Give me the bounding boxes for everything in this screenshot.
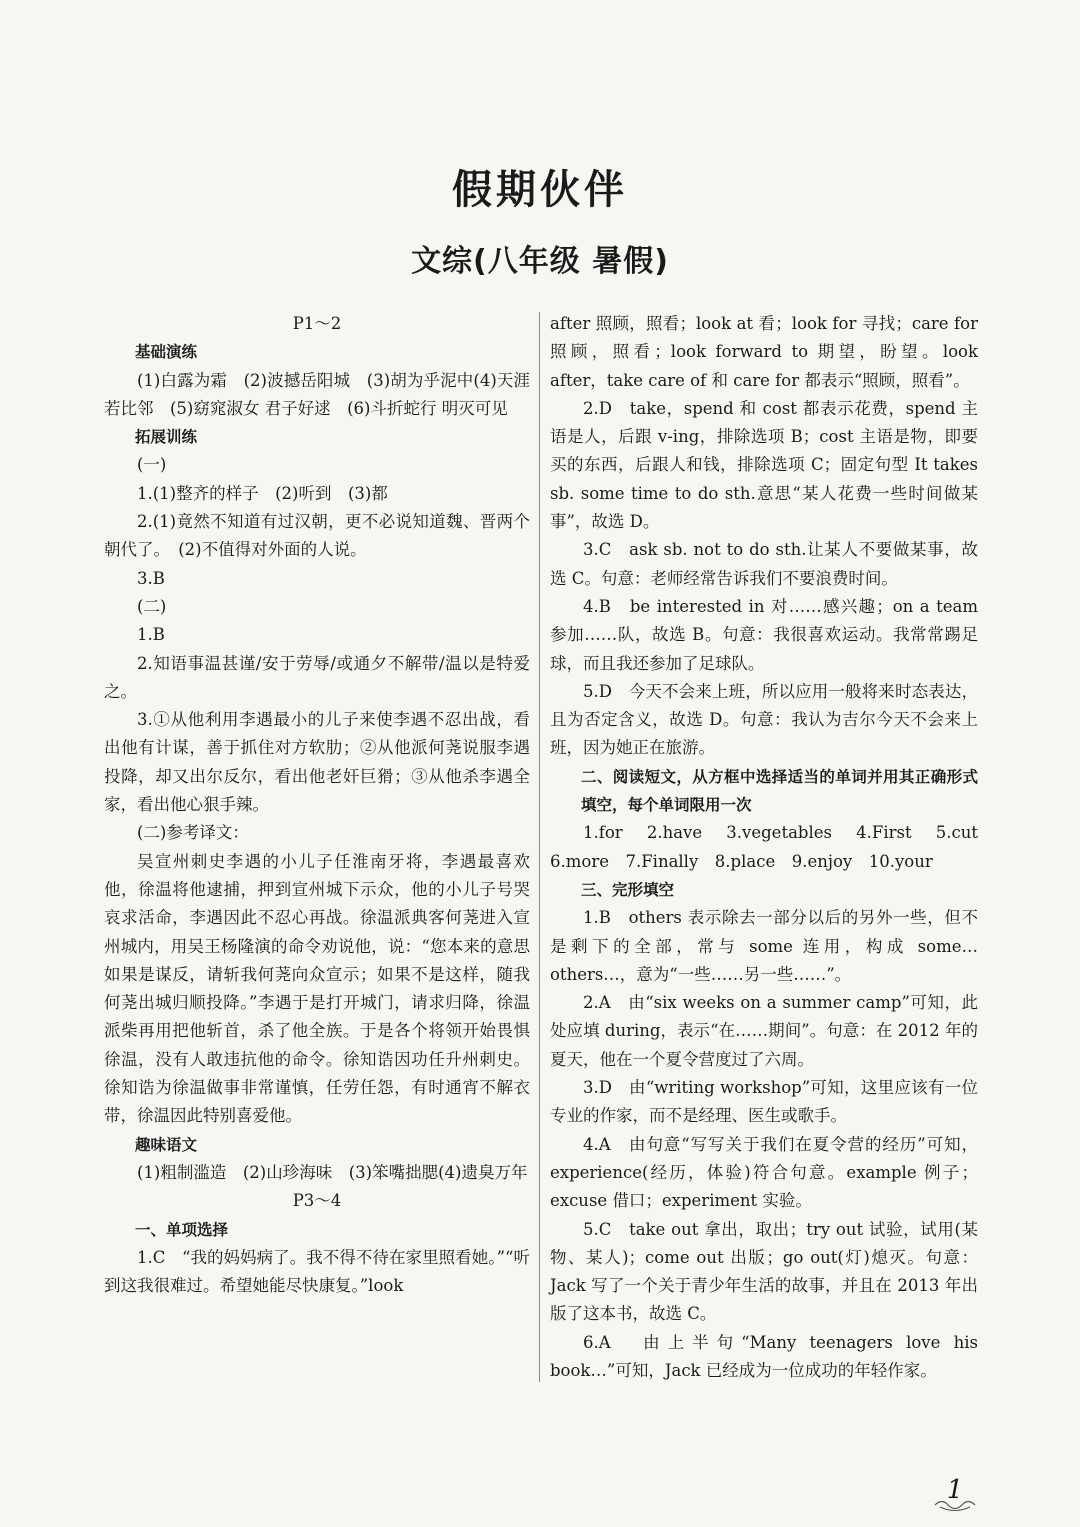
- answer-paragraph: P3～4: [292, 1191, 342, 1211]
- answer-paragraph: P1～2: [292, 314, 342, 333]
- answer-paragraph: 5.C take out 拿出，取出；try out 试验，试用(某物、某人)；come out 出版；go out(灯)熄灭。句意：Jack 写了一个关于青少年生活的故事，并且在 2013 年出版了这本书，故选 C。: [550, 1219, 978, 1324]
- answer-paragraph: 2.D take，spend 和 cost 都表示花费，spend 主语是人，后跟 v-ing，排除选项 B；cost 主语是物，即要买的东西，后跟人和钱，排除选项 C；固定句型 It takes sb. some time to do sth.意思“某人花费一些时间做某事”，故选 D。: [550, 398, 978, 532]
- section-heading: 三、完形填空: [581, 880, 675, 899]
- book-title: 假期伙伴: [452, 167, 628, 213]
- answer-paragraph: 6.A 由上半句“Many teenagers love his book…”可知，Jack 已经成为一位成功的年轻作家。: [550, 1332, 978, 1380]
- answer-paragraph: 1.C “我的妈妈病了。我不得不待在家里照看她。”“听到这我很难过。希望她能尽快康复。”look: [104, 1247, 530, 1296]
- page-number-ornament-icon: [930, 1498, 980, 1512]
- left-column: [104, 310, 530, 1300]
- answer-paragraph: (一): [137, 455, 167, 475]
- right-column: [550, 310, 978, 1385]
- answer-paragraph: (二)参考译文：: [137, 823, 249, 843]
- answer-paragraph: 3.①从他利用李遇最小的儿子来使李遇不忍出战，看出他有计谋，善于抓住对方软肋；②从他派何荛说服李遇投降，却又出尔反尔，看出他老奸巨猾；③从他杀李遇全家，看出他心狠手辣。: [104, 710, 530, 815]
- answer-paragraph: after 照顾，照看；look at 看；look for 寻找；care for 照顾，照看；look forward to 期望，盼望。look after，take care of 和 care for 都表示“照顾，照看”。: [550, 314, 978, 390]
- page-number: 1: [946, 1475, 964, 1505]
- answer-paragraph: 2.(1)竟然不知道有过汉朝，更不必说知道魏、晋两个朝代了。 (2)不值得对外面的人说。: [104, 512, 530, 560]
- answer-paragraph: (1)粗制滥造 (2)山珍海味 (3)笨嘴拙腮(4)遗臭万年: [137, 1162, 528, 1182]
- section-heading: 二、阅读短文，从方框中选择适当的单词并用其正确形式填空，每个单词限用一次: [581, 767, 978, 815]
- section-heading: 基础演练: [135, 343, 198, 362]
- answer-paragraph: (1)白露为霜 (2)波撼岳阳城 (3)胡为乎泥中(4)天涯若比邻 (5)窈窕淑女 君子好逑 (6)斗折蛇行 明灭可见: [104, 370, 530, 418]
- answer-paragraph: 1.B: [137, 625, 165, 645]
- section-heading: 一、单项选择: [135, 1220, 229, 1239]
- answer-paragraph: 2.A 由“six weeks on a summer camp”可知，此处应填 during，表示“在……期间”。句意：在 2012 年的夏天，他在一个夏令营度过了六周。: [550, 993, 978, 1069]
- answer-paragraph: 2.知语事温甚谨/安于劳辱/或通夕不解带/温以是特爱之。: [104, 653, 530, 701]
- answer-paragraph: 3.B: [137, 568, 165, 588]
- answer-paragraph: 1.B others 表示除去一部分以后的另外一些，但不是剩下的全部，常与 some 连用，构成 some… others…，意为“一些……另一些……”。: [550, 908, 978, 984]
- book-subtitle: 文综(八年级 暑假): [411, 244, 669, 279]
- column-divider: [539, 312, 540, 1382]
- answer-paragraph: 4.B be interested in 对……感兴趣；on a team 参加……队，故选 B。句意：我很喜欢运动。我常常踢足球，而且我还参加了足球队。: [550, 596, 978, 673]
- section-heading: 趣味语文: [135, 1135, 198, 1154]
- answer-paragraph: 4.A 由句意“写写关于我们在夏令营的经历”可知，experience(经历，体验)符合句意。example 例子；excuse 借口；experiment 实验。: [550, 1134, 978, 1211]
- answer-paragraph: 1.(1)整齐的样子 (2)听到 (3)都: [137, 483, 388, 503]
- answer-paragraph: 吴宣州刺史李遇的小儿子任淮南牙将，李遇最喜欢他，徐温将他逮捕，押到宣州城下示众，他的小儿子号哭哀求活命，李遇因此不忍心再战。徐温派典客何荛进入宣州城内，用吴王杨隆演的命令劝说他，说：“您本来的意思如果是谋反，请斩我何荛向众宣示；如果不是这样，随我何荛出城归顺投降。”李遇于是打开城门，请求归降，徐温派柴再用把他斩首，杀了他全族。于是各个将领开始畏惧徐温，没有人敢违抗他的命令。徐知诰因功任升州刺史。徐知诰为徐温做事非常谨慎，任劳任怨，有时通宵不解衣带，徐温因此特别喜爱他。: [104, 851, 530, 1126]
- section-heading: 拓展训练: [135, 428, 198, 447]
- answer-paragraph: 1.for 2.have 3.vegetables 4.First 5.cut 6.more 7.Finally 8.place 9.enjoy 10.your: [550, 823, 978, 871]
- answer-paragraph: 3.C ask sb. not to do sth.让某人不要做某事，故选 C。句意：老师经常告诉我们不要浪费时间。: [550, 540, 978, 588]
- answer-paragraph: 3.D 由“writing workshop”可知，这里应该有一位专业的作家，而不是经理、医生或歌手。: [550, 1078, 978, 1126]
- answer-paragraph: 5.D 今天不会来上班，所以应用一般将来时态表达，且为否定含义，故选 D。句意：我认为吉尔今天不会来上班，因为她正在旅游。: [550, 681, 978, 758]
- answer-paragraph: (二): [137, 596, 167, 616]
